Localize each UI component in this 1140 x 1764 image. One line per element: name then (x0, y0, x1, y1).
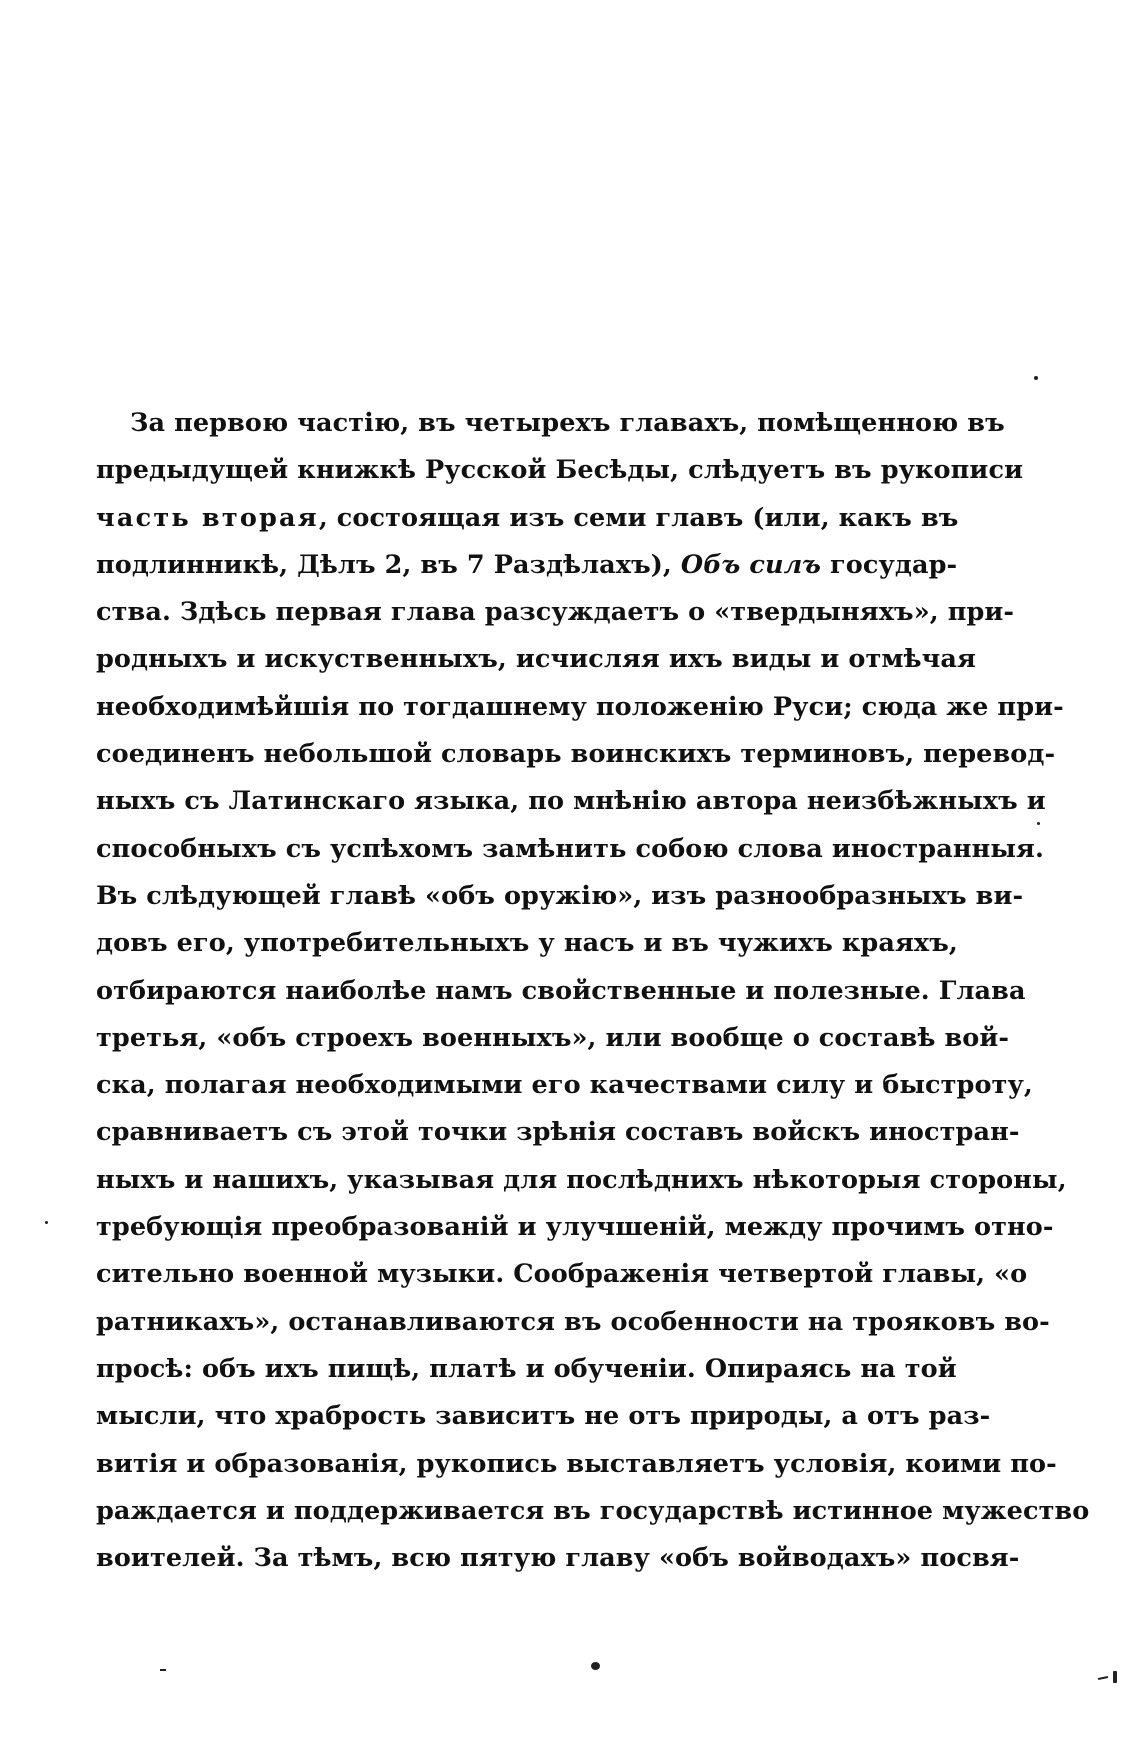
text-line: родныхъ и искуственныхъ, исчисляя ихъ виды и отмѣчая (96, 644, 976, 675)
text-line: необходимѣйшія по тогдашнему положенію Руси; сюда же при- (96, 691, 1064, 722)
text-line: ныхъ и нашихъ, указывая для послѣднихъ нѣкоторыя стороны, (96, 1164, 1067, 1195)
text-line: ства. Здѣсь первая глава разсуждаетъ о «твердыняхъ», при- (96, 597, 1015, 628)
scan-speck (45, 1221, 48, 1224)
text-line: витія и образованія, рукопись выставляетъ условія, коими по- (96, 1448, 1057, 1479)
scan-speck (1034, 376, 1038, 380)
text-line: просѣ: объ ихъ пищѣ, платѣ и обученіи. Опираясь на той (96, 1353, 957, 1384)
text-line: способныхъ съ успѣхомъ замѣнить собою слова иностранныя. (96, 833, 1044, 864)
text-line: ратникахъ», останавливаются въ особенности на трояковъ во- (96, 1306, 1050, 1337)
text-line: довъ его, употребительныхъ у насъ и въ чужихъ краяхъ, (96, 928, 958, 959)
text-line: сительно военной музыки. Соображенія четвертой главы, «о (96, 1259, 1028, 1290)
text-line: ныхъ съ Латинскаго языка, по мнѣнію автора неизбѣжныхъ и (96, 786, 1046, 817)
scan-mark (160, 1669, 166, 1671)
scan-mark (1098, 1676, 1108, 1680)
text-line: требующія преобразованій и улучшеній, между прочимъ отно- (96, 1212, 1054, 1243)
body-paragraph (96, 400, 1090, 1582)
text-line: раждается и поддерживается въ государствѣ истинное мужество (96, 1495, 1090, 1526)
text-line: ска, полагая необходимыми его качествами силу и быстроту, (96, 1070, 1033, 1101)
text-line: часть вторая, состоящая изъ семи главъ (или, какъ въ (96, 502, 959, 533)
text-line: отбираются наиболѣе намъ свойственные и полезные. Глава (96, 975, 1026, 1006)
scan-speck (1113, 1671, 1117, 1683)
text-line: воителей. За тѣмъ, всю пятую главу «объ войводахъ» посвя- (96, 1543, 1020, 1574)
italic-title: Объ силъ (680, 549, 822, 580)
scan-speck (591, 1662, 600, 1670)
text-line: подлинникѣ, Дѣлъ 2, въ 7 Раздѣлахъ), Объ силъ государ- (96, 549, 958, 580)
text-line: сравниваетъ съ этой точки зрѣнія составъ войскъ иностран- (96, 1117, 1020, 1148)
text-line: третья, «объ строехъ военныхъ», или вообще о составѣ вой- (96, 1022, 1010, 1053)
text-line: Въ слѣдующей главѣ «объ оружію», изъ разнообразныхъ ви- (96, 880, 1024, 911)
scan-speck (1037, 822, 1040, 825)
text-line: соединенъ небольшой словарь воинскихъ терминовъ, перевод- (96, 739, 1056, 770)
text-line: За первою частію, въ четырехъ главахъ, помѣщенною въ (130, 408, 1005, 438)
text-line: предыдущей книжкѣ Русской Бесѣды, слѣдуетъ въ рукописи (96, 455, 1024, 486)
text-line: мысли, что храбрость зависитъ не отъ природы, а отъ раз- (96, 1401, 991, 1432)
